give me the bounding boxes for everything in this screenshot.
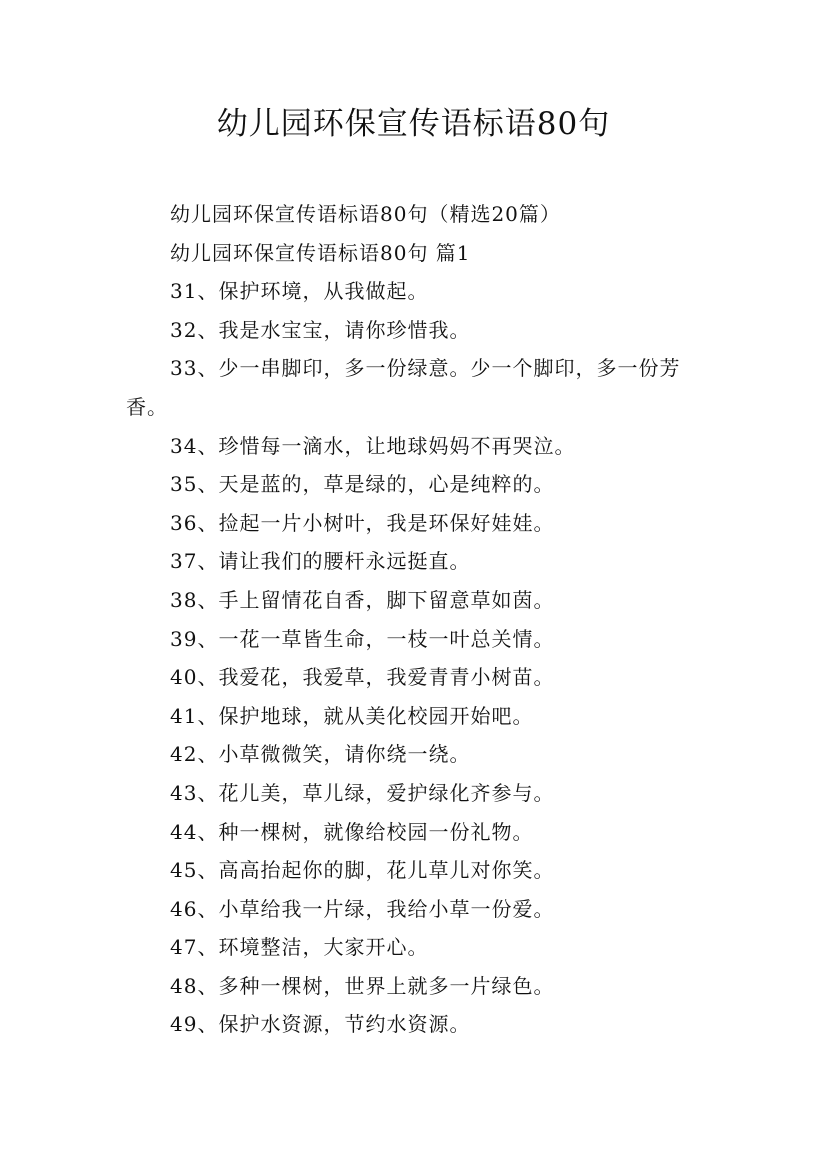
document-title: 幼儿园环保宣传语标语80句	[216, 106, 611, 142]
slogan-item: 38、手上留情花自香，脚下留意草如茵。	[170, 587, 555, 612]
paragraph-section-heading: 幼儿园环保宣传语标语80句 篇1	[170, 240, 471, 265]
slogan-item: 41、保护地球，就从美化校园开始吧。	[170, 703, 534, 728]
document-body	[126, 195, 710, 1044]
slogan-item: 47、环境整洁，大家开心。	[170, 935, 429, 960]
slogan-item: 33、少一串脚印，多一份绿意。少一个脚印，多一份芳香。	[126, 356, 681, 419]
slogan-item: 39、一花一草皆生命，一枝一叶总关情。	[170, 626, 555, 651]
slogan-item: 48、多种一棵树，世界上就多一片绿色。	[170, 973, 555, 998]
slogan-item: 35、天是蓝的，草是绿的，心是纯粹的。	[170, 472, 555, 497]
slogan-item: 31、保护环境，从我做起。	[170, 279, 429, 304]
slogan-item: 44、种一棵树，就像给校园一份礼物。	[170, 819, 534, 844]
slogan-item: 42、小草微微笑，请你绕一绕。	[170, 742, 471, 767]
slogan-item: 34、珍惜每一滴水，让地球妈妈不再哭泣。	[170, 433, 576, 458]
slogan-item: 37、请让我们的腰杆永远挺直。	[170, 549, 471, 574]
slogan-item: 46、小草给我一片绿，我给小草一份爱。	[170, 896, 555, 921]
slogan-item: 36、捡起一片小树叶，我是环保好娃娃。	[170, 510, 555, 535]
slogan-item: 45、高高抬起你的脚，花儿草儿对你笑。	[170, 858, 555, 883]
slogan-item: 49、保护水资源，节约水资源。	[170, 1012, 471, 1037]
slogan-item: 43、花儿美，草儿绿，爱护绿化齐参与。	[170, 780, 555, 805]
slogan-item: 32、我是水宝宝，请你珍惜我。	[170, 317, 471, 342]
slogan-item: 40、我爱花，我爱草，我爱青青小树苗。	[170, 665, 555, 690]
paragraph-subtitle: 幼儿园环保宣传语标语80句（精选20篇）	[170, 202, 561, 226]
